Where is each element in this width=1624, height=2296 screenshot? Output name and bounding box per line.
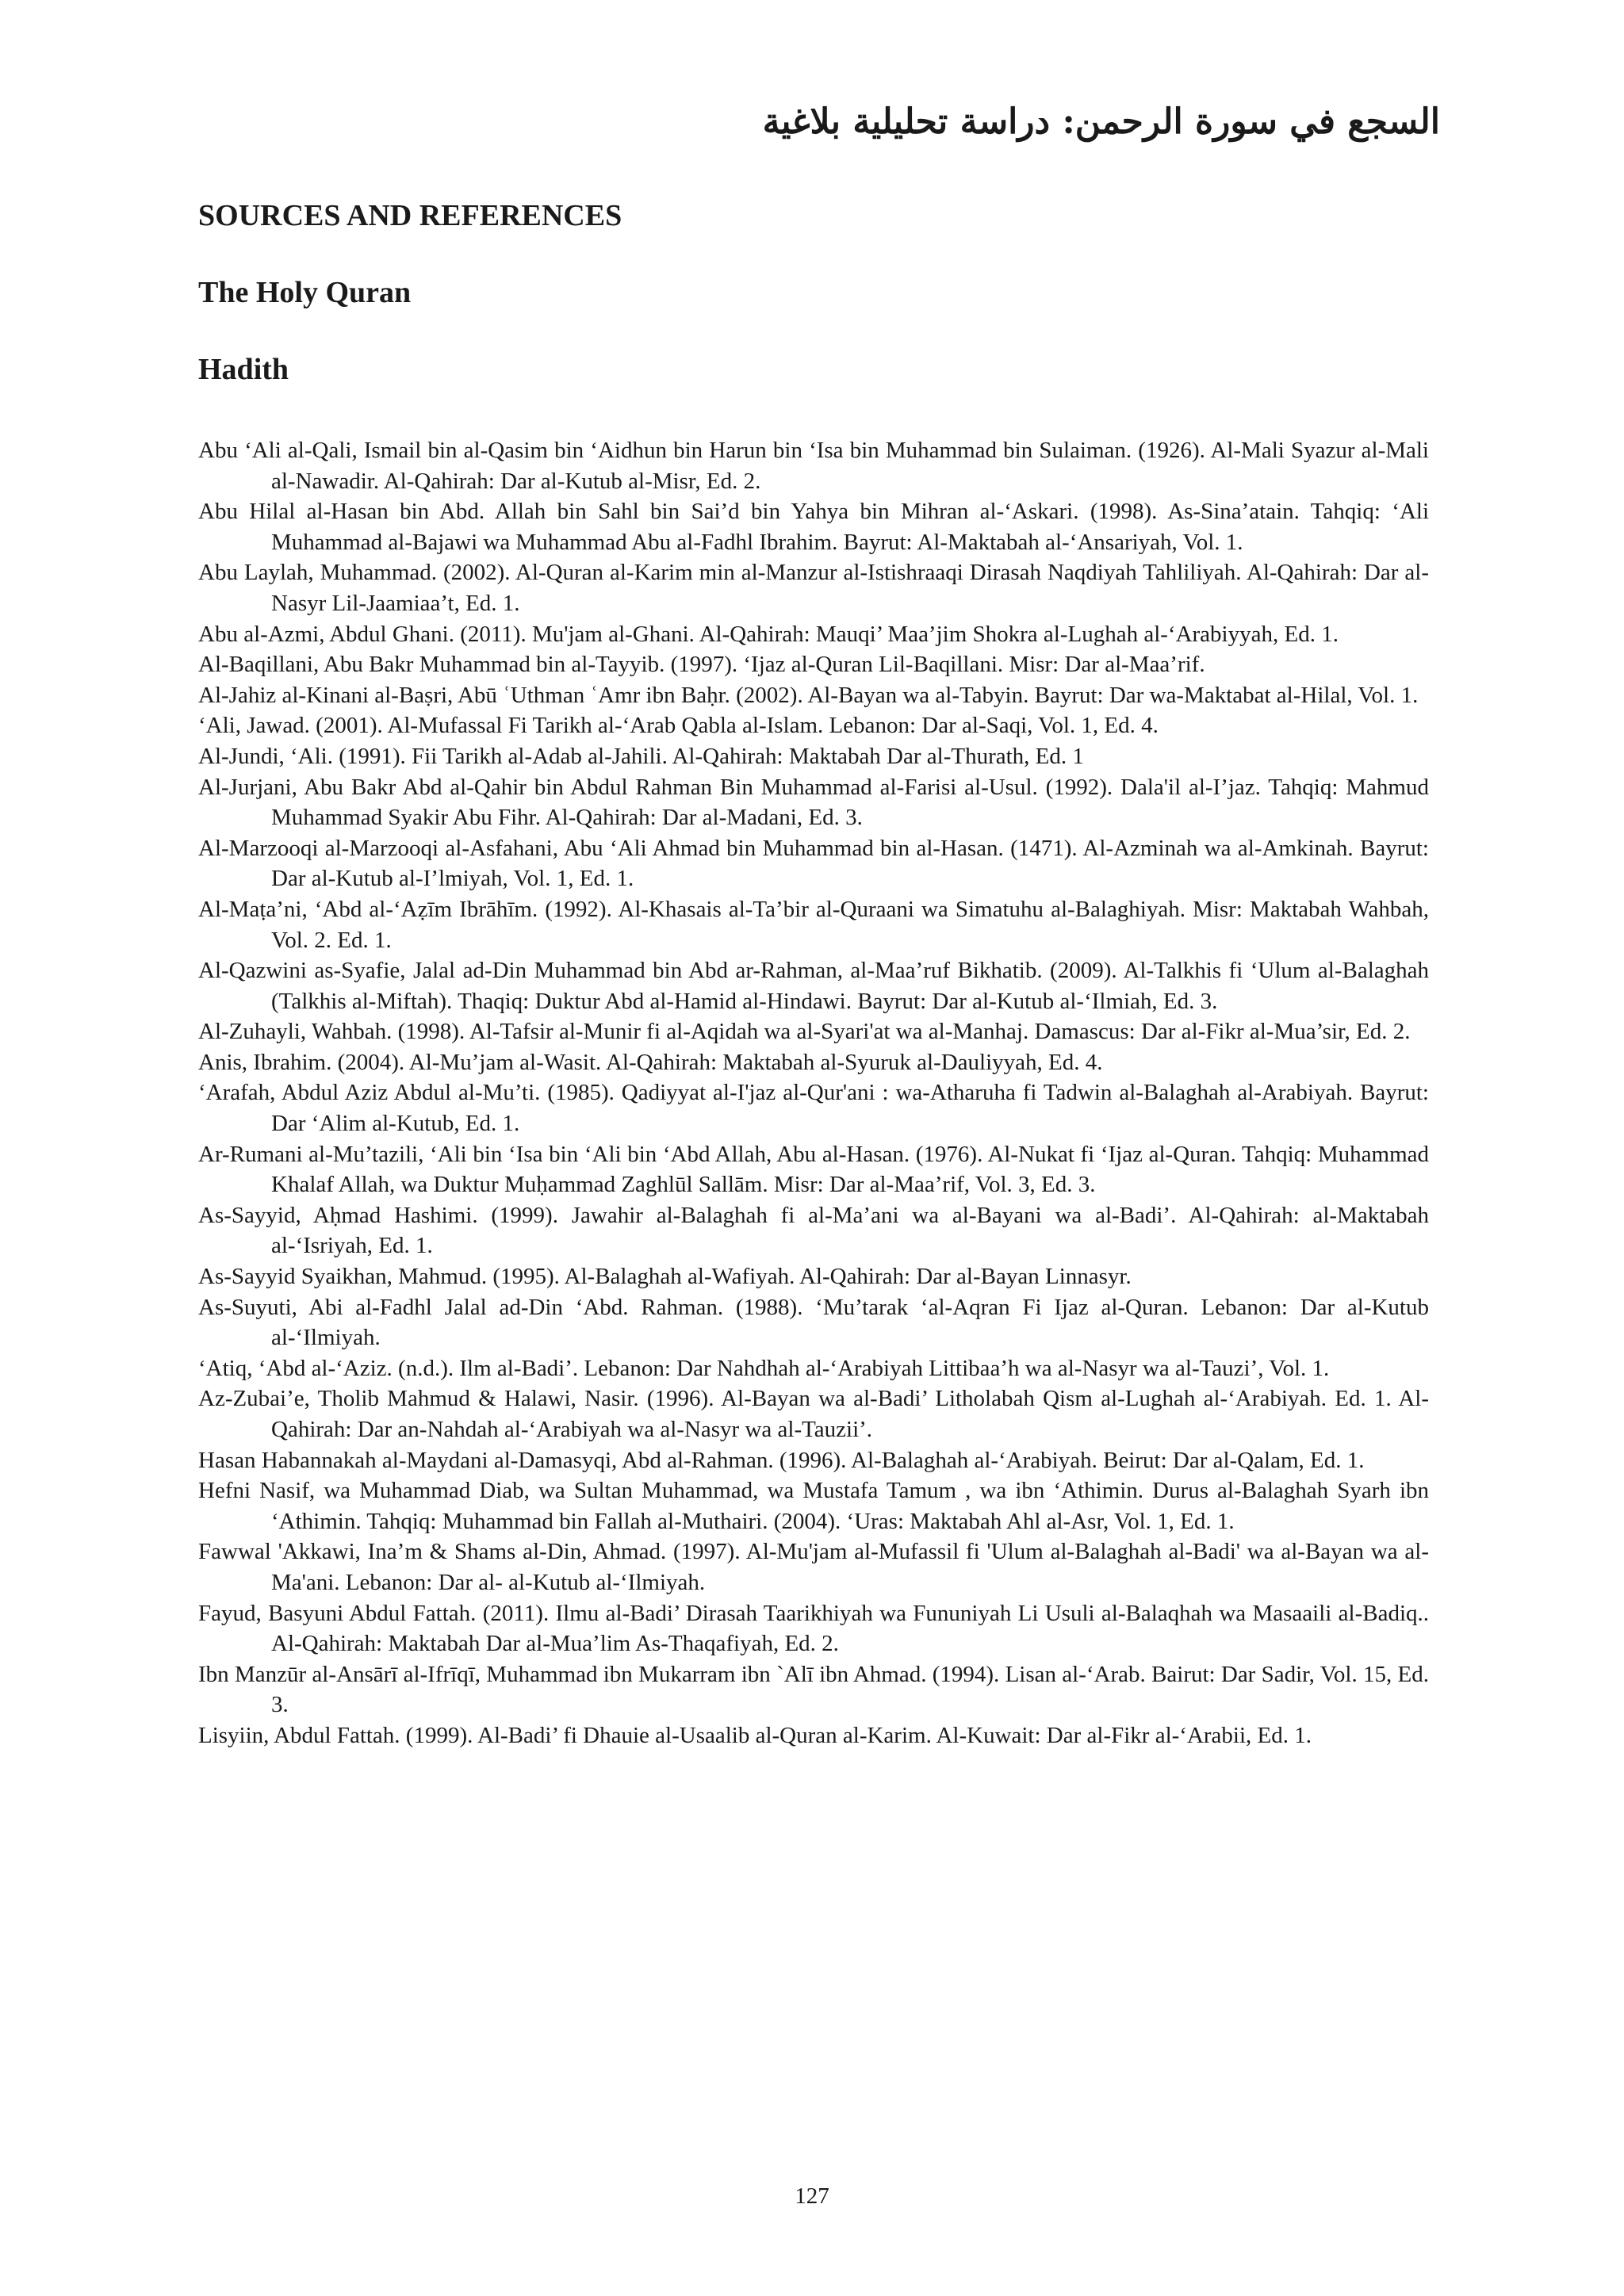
reference-entry: As-Sayyid Syaikhan, Mahmud. (1995). Al-Balaghah al-Wafiyah. Al-Qahirah: Dar al-Bayan Linnasyr. [198, 1264, 1132, 1290]
reference-entry: Hefni Nasif, wa Muhammad Diab, wa Sultan Muhammad, wa Mustafa Tamum , wa ibn ‘Athimin. Durus al-Balaghah Syarh ibn ‘Athimin. Tahqiq: Muhammad bin Fallah al-Muthairi. (2004). ‘Uras: Maktabah Ahl al-Asr, Vol. 1, Ed. 1. [198, 1478, 1429, 1534]
reference-entry: Abu ‘Ali al-Qali, Ismail bin al-Qasim bin ‘Aidhun bin Harun bin ‘Isa bin Muhammad bin Sulaiman. (1926). Al-Mali Syazur al-Mali al-Nawadir. Al-Qahirah: Dar al-Kutub al-Misr, Ed. 2. [198, 438, 1429, 494]
reference-entry: Anis, Ibrahim. (2004). Al-Mu’jam al-Wasit. Al-Qahirah: Maktabah al-Syuruk al-Dauliyyah, Ed. 4. [198, 1049, 1103, 1075]
reference-entry: As-Sayyid, Aḥmad Hashimi. (1999). Jawahir al-Balaghah fi al-Ma’ani wa al-Bayani wa al-Badi’. Al-Qahirah: al-Maktabah al-‘Isriyah, Ed. 1. [198, 1202, 1429, 1259]
section-heading-quran: The Holy Quran [198, 276, 412, 309]
reference-entry: ‘Atiq, ‘Abd al-‘Aziz. (n.d.). Ilm al-Badi’. Lebanon: Dar Nahdhah al-‘Arabiyah Littibaa’h wa al-Nasyr wa al-Tauzi’, Vol. 1. [198, 1355, 1330, 1381]
page-number: 127 [795, 2183, 829, 2209]
reference-entry: Abu Hilal al-Hasan bin Abd. Allah bin Sahl bin Sai’d bin Yahya bin Mihran al-‘Askari. (1998). As-Sina’atain. Tahqiq: ‘Ali Muhammad al-Bajawi wa Muhammad Abu al-Fadhl Ibrahim. Bayrut: Al-Maktabah al-‘Ansariyah, Vol. 1. [198, 499, 1429, 555]
reference-entry: Al-Jurjani, Abu Bakr Abd al-Qahir bin Abdul Rahman Bin Muhammad al-Farisi al-Usul. (1992). Dala'il al-I’jaz. Tahqiq: Mahmud Muhammad Syakir Abu Fihr. Al-Qahirah: Dar al-Madani, Ed. 3. [198, 774, 1429, 831]
running-header-title: السجع في سورة الرحمن: دراسة تحليلية بلاغية [762, 101, 1440, 142]
reference-entry: Al-Jundi, ‘Ali. (1991). Fii Tarikh al-Adab al-Jahili. Al-Qahirah: Maktabah Dar al-Thurath, Ed. 1 [198, 743, 1084, 769]
reference-entry: As-Suyuti, Abi al-Fadhl Jalal ad-Din ‘Abd. Rahman. (1988). ‘Mu’tarak ‘al-Aqran Fi Ijaz al-Quran. Lebanon: Dar al-Kutub al-‘Ilmiyah. [198, 1294, 1429, 1351]
reference-entry: ‘Ali, Jawad. (2001). Al-Mufassal Fi Tarikh al-‘Arab Qabla al-Islam. Lebanon: Dar al-Saqi, Vol. 1, Ed. 4. [198, 713, 1159, 739]
reference-entry: Al-Jahiz al-Kinani al-Baṣri, Abū ʿUthman ʿAmr ibn Baḥr. (2002). Al-Bayan wa al-Tabyin. Bayrut: Dar wa-Maktabat al-Hilal, Vol. 1. [198, 682, 1419, 708]
section-heading-hadith: Hadith [198, 353, 289, 386]
reference-entry: ‘Arafah, Abdul Aziz Abdul al-Mu’ti. (1985). Qadiyyat al-I'jaz al-Qur'ani : wa-Atharuha fi Tadwin al-Balaghah al-Arabiyah. Bayrut: Dar ‘Alim al-Kutub, Ed. 1. [198, 1080, 1429, 1137]
reference-entry: Fayud, Basyuni Abdul Fattah. (2011). Ilmu al-Badi’ Dirasah Taarikhiyah wa Fununiyah Li Usuli al-Balaqhah wa Masaaili al-Badiq.. Al-Qahirah: Maktabah Dar al-Mua’lim As-Thaqafiyah, Ed. 2. [198, 1600, 1429, 1657]
reference-entry: Ibn Manzūr al-Ansārī al-Ifrīqī, Muhammad ibn Mukarram ibn `Alī ibn Ahmad. (1994). Lisan al-‘Arab. Bairut: Dar Sadir, Vol. 15, Ed. 3. [198, 1661, 1429, 1718]
reference-entry: Lisyiin, Abdul Fattah. (1999). Al-Badi’ fi Dhauie al-Usaalib al-Quran al-Karim. Al-Kuwait: Dar al-Fikr al-‘Arabii, Ed. 1. [198, 1722, 1312, 1748]
reference-entry: Al-Qazwini as-Syafie, Jalal ad-Din Muhammad bin Abd ar-Rahman, al-Maa’ruf Bikhatib. (2009). Al-Talkhis fi ‘Ulum al-Balaghah (Talkhis al-Miftah). Thaqiq: Duktur Abd al-Hamid al-Hindawi. Bayrut: Dar al-Kutub al-‘Ilmiah, Ed. 3. [198, 958, 1429, 1014]
reference-entry: Az-Zubai’e, Tholib Mahmud & Halawi, Nasir. (1996). Al-Bayan wa al-Badi’ Litholabah Qism al-Lughah al-‘Arabiyah. Ed. 1. Al-Qahirah: Dar an-Nahdah al-‘Arabiyah wa al-Nasyr wa al-Tauzii’. [198, 1386, 1429, 1442]
reference-entry: Abu al-Azmi, Abdul Ghani. (2011). Mu'jam al-Ghani. Al-Qahirah: Mauqi’ Maa’jim Shokra al-Lughah al-‘Arabiyyah, Ed. 1. [198, 621, 1339, 647]
section-heading-sources: SOURCES AND REFERENCES [198, 199, 622, 232]
references-section [198, 195, 1429, 1751]
reference-entry: Ar-Rumani al-Mu’tazili, ‘Ali bin ‘Isa bin ‘Ali bin ‘Abd Allah, Abu al-Hasan. (1976). Al-Nukat fi ‘Ijaz al-Quran. Tahqiq: Muhammad Khalaf Allah, wa Duktur Muḥammad Zaghlūl Sallām. Misr: Dar al-Maa’rif, Vol. 3, Ed. 3. [198, 1141, 1429, 1198]
reference-entry: Abu Laylah, Muhammad. (2002). Al-Quran al-Karim min al-Manzur al-Istishraaqi Dirasah Naqdiyah Tahliliyah. Al-Qahirah: Dar al-Nasyr Lil-Jaamiaa’t, Ed. 1. [198, 560, 1429, 616]
reference-entry: Al-Maṭa’ni, ‘Abd al-‘Aẓīm Ibrāhīm. (1992). Al-Khasais al-Ta’bir al-Quraani wa Simatuhu al-Balaghiyah. Misr: Maktabah Wahbah, Vol. 2. Ed. 1. [198, 896, 1429, 953]
reference-entry: Fawwal 'Akkawi, Ina’m & Shams al-Din, Ahmad. (1997). Al-Mu'jam al-Mufassil fi 'Ulum al-Balaghah al-Badi' wa al-Bayan wa al-Ma'ani. Lebanon: Dar al- al-Kutub al-‘Ilmiyah. [198, 1539, 1429, 1595]
reference-list [198, 435, 1429, 1751]
reference-entry: Al-Zuhayli, Wahbah. (1998). Al-Tafsir al-Munir fi al-Aqidah wa al-Syari'at wa al-Manhaj. Damascus: Dar al-Fikr al-Mua’sir, Ed. 2. [198, 1019, 1411, 1045]
reference-entry: Al-Marzooqi al-Marzooqi al-Asfahani, Abu ‘Ali Ahmad bin Muhammad bin al-Hasan. (1471). Al-Azminah wa al-Amkinah. Bayrut: Dar al-Kutub al-I’lmiyah, Vol. 1, Ed. 1. [198, 835, 1429, 892]
reference-entry: Al-Baqillani, Abu Bakr Muhammad bin al-Tayyib. (1997). ‘Ijaz al-Quran Lil-Baqillani. Misr: Dar al-Maa’rif. [198, 652, 1205, 678]
reference-entry: Hasan Habannakah al-Maydani al-Damasyqi, Abd al-Rahman. (1996). Al-Balaghah al-‘Arabiyah. Beirut: Dar al-Qalam, Ed. 1. [198, 1447, 1365, 1473]
